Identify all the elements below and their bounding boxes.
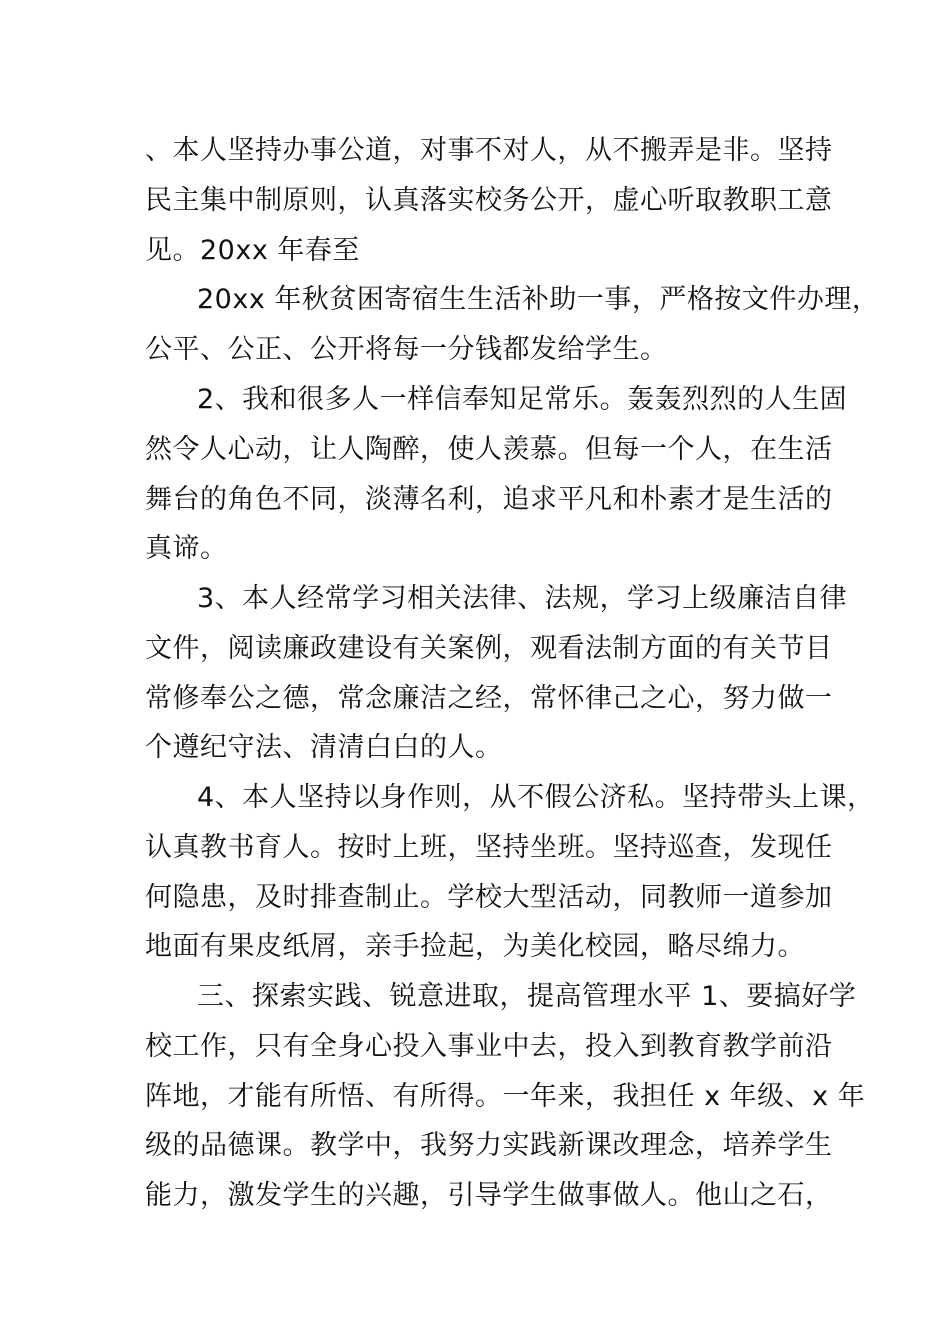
text-line: 真谛。 xyxy=(145,533,228,564)
text-line: 文件，阅读廉政建设有关案例，观看法制方面的有关节目 xyxy=(145,633,833,664)
text-line: 三、探索实践、锐意进取，提高管理水平 1、要搞好学 xyxy=(197,981,857,1012)
text-line: 校工作，只有全身心投入事业中去，投入到教育教学前沿 xyxy=(145,1031,833,1062)
text-line: 4、本人坚持以身作则，从不假公济私。坚持带头上课， xyxy=(197,782,875,813)
text-line: 民主集中制原则，认真落实校务公开，虚心听取教职工意 xyxy=(145,185,833,216)
text-line: 何隐患，及时排查制止。学校大型活动，同教师一道参加 xyxy=(145,882,833,913)
text-line: 然令人心动，让人陶醉，使人羡慕。但每一个人，在生活 xyxy=(145,434,833,465)
text-line: 认真教书育人。按时上班，坚持坐班。坚持巡查，发现任 xyxy=(145,832,833,863)
text-line: 2、我和很多人一样信奉知足常乐。轰轰烈烈的人生固 xyxy=(197,384,848,415)
text-line: 、本人坚持办事公道，对事不对人，从不搬弄是非。坚持 xyxy=(145,135,833,166)
text-line: 20xx 年秋贫困寄宿生生活补助一事，严格按文件办理， xyxy=(197,284,880,315)
text-line: 见。20xx 年春至 xyxy=(145,235,360,266)
text-line: 3、本人经常学习相关法律、法规，学习上级廉洁自律 xyxy=(197,583,848,614)
text-line: 阵地，才能有所悟、有所得。一年来，我担任 x 年级、x 年 xyxy=(145,1081,866,1112)
text-line: 地面有果皮纸屑，亲手捡起，为美化校园，略尽绵力。 xyxy=(145,931,805,962)
text-line: 舞台的角色不同，淡薄名利，追求平凡和朴素才是生活的 xyxy=(145,484,833,515)
text-line: 能力，激发学生的兴趣，引导学生做事做人。他山之石， xyxy=(145,1180,833,1211)
text-line: 常修奉公之德，常念廉洁之经，常怀律己之心，努力做一 xyxy=(145,683,833,714)
text-line: 个遵纪守法、清清白白的人。 xyxy=(145,732,503,763)
text-line: 公平、公正、公开将每一分钱都发给学生。 xyxy=(145,334,668,365)
text-line: 级的品德课。教学中，我努力实践新课改理念，培养学生 xyxy=(145,1130,833,1161)
